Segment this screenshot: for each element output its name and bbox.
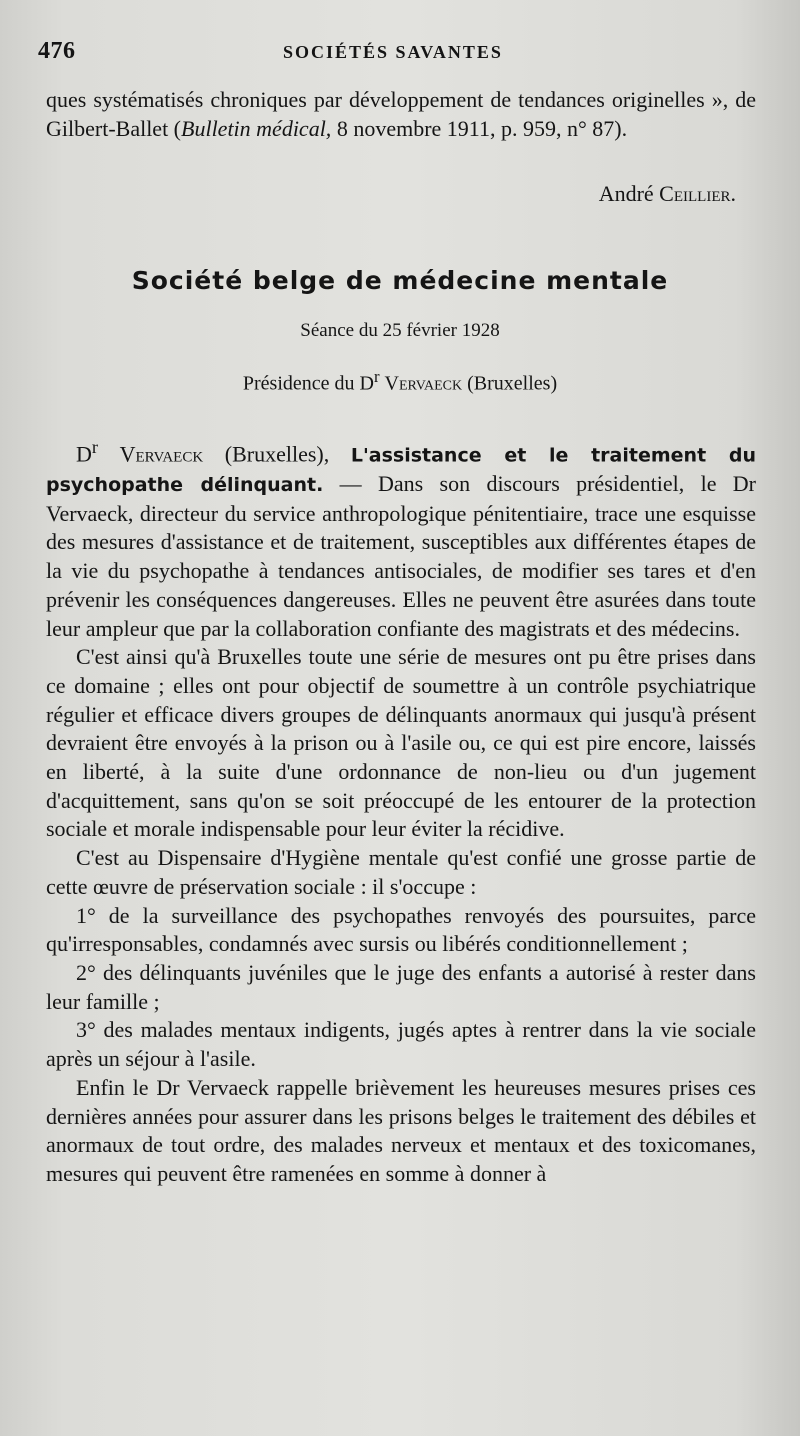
- journal-title: SOCIÉTÉS SAVANTES: [283, 42, 503, 62]
- paragraph-3: C'est au Dispensaire d'Hygiène mentale qu'est confié une grosse partie de cette œuvre de préservation sociale : il s'occupe :: [46, 845, 756, 899]
- signature-surname: Ceillier.: [659, 181, 736, 206]
- paragraph-2: C'est ainsi qu'à Bruxelles toute une série de mesures ont pu être prises dans ce domaine ; elles ont pour objectif de soumettre à un contrôle psychiatrique régulier et efficace divers groupes de délinquants anormaux qui jusqu'à présent devraient être envoyés à la prison ou à l'asile ou, ce qui est pire encore, laissés en liberté, à la suite d'une ordonnance de non-lieu ou d'un jugement d'acquittement, sans qu'on se soit préoccupé de les entourer de la protection sociale et morale indispensable pour leur éviter la récidive.: [46, 644, 756, 842]
- session-date: Séance du 25 février 1928: [300, 320, 500, 341]
- list-item-2: 2° des délinquants juvéniles que le juge des enfants a autorisé à rester dans leur famille ;: [46, 959, 756, 1014]
- page-number: 476: [38, 38, 76, 64]
- intro-paragraph: [46, 86, 756, 143]
- intro-text-end: 8 novembre 1911, p. 959, n° 87).: [331, 115, 628, 141]
- society-heading: Société belge de médecine mentale: [131, 266, 669, 295]
- author-signature: André Ceillier.: [598, 181, 736, 206]
- bulletin-title: Bulletin médical,: [181, 115, 332, 141]
- running-head: [38, 38, 758, 68]
- list-item-3: 3° des malades mentaux indigents, jugés aptes à rentrer dans la vie sociale après un séjour à l'asile.: [46, 1017, 756, 1072]
- presidency-line: Présidence du $D^r$ Vervaeck (Bruxelles): [242, 367, 558, 395]
- article-body: [46, 433, 756, 1189]
- article-title: L'assistance et le traitement du psychopathe délinquant.: [46, 444, 756, 497]
- paragraph-1: $D^r$ Vervaeck (Bruxelles), L'assistance et le traitement du psychopathe délinquant. — Dans son discours présidentiel, le Dr Vervaeck, directeur du service anthropologique pénitentiaire, trace une esquisse des mesures d'assistance et de traitement, susceptibles aux différentes étapes de la vie du psychopathe à tendances antisociales, de modifier ses tares et d'en prévenir les conséquences dangereuses. Elles ne peuvent être asurées dans toute leur ampleur que par la collaboration confiante des magistrats et des médecins.: [46, 437, 757, 641]
- author-name: Vervaeck: [119, 441, 204, 467]
- list-item-1: 1° de la surveillance des psychopathes renvoyés des poursuites, parce qu'irresponsables, condamnés avec sursis ou libérés conditionnellement ;: [46, 902, 756, 957]
- paragraph-4: Enfin le Dr Vervaeck rappelle brièvement les heureuses mesures prises ces dernières années pour assurer dans les prisons belges le traitement des débiles et anormaux de tout ordre, des malades nerveux et mentaux et des toxicomanes, mesures qui peuvent être ramenées en somme à donner à: [46, 1074, 756, 1186]
- president-name: Vervaeck: [384, 372, 463, 395]
- intro-text: ques systématisés chroniques par développement de tendances originelles », de Gilbert-Ballet (: [46, 87, 756, 141]
